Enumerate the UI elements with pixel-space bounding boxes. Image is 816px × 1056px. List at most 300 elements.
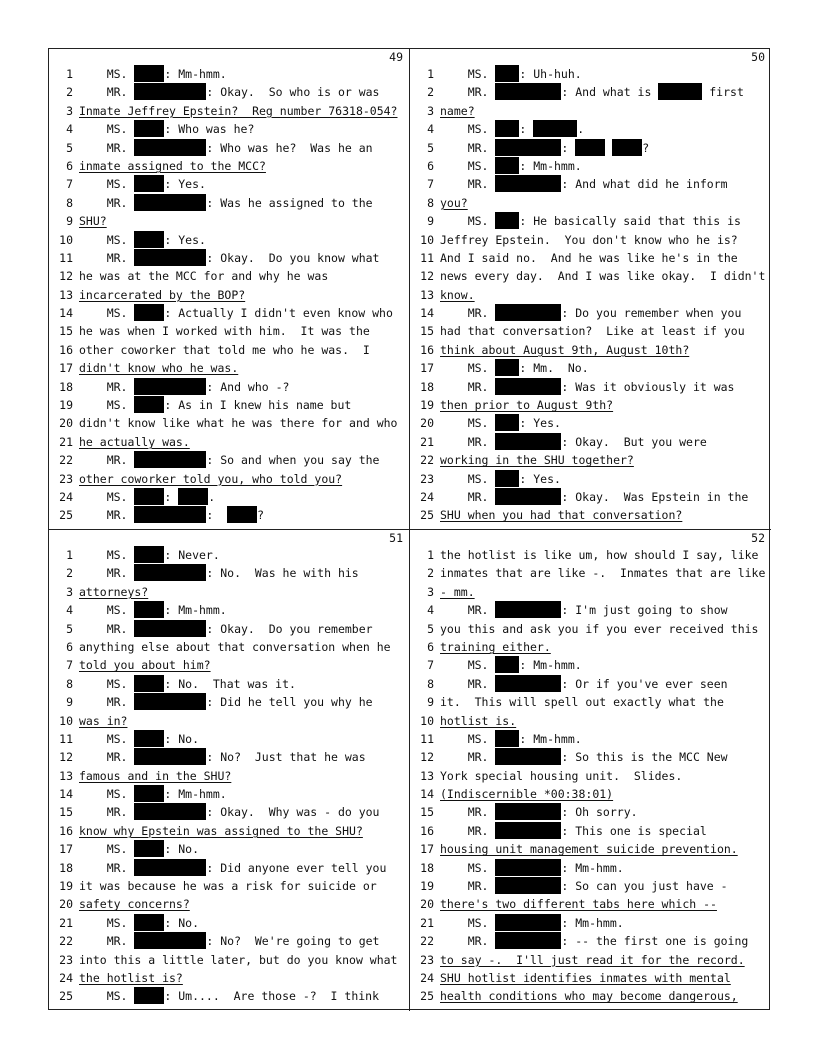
transcript-line <box>410 620 767 638</box>
redaction-box <box>227 506 257 523</box>
line-number: 10 <box>59 713 73 728</box>
line-number: 10 <box>420 232 434 247</box>
line-text <box>79 969 405 987</box>
redaction-box <box>134 175 164 192</box>
text-run: MR. <box>79 508 135 523</box>
transcript-line <box>49 840 405 858</box>
text-run: MS. <box>79 842 135 857</box>
transcript-line <box>410 249 767 267</box>
transcript-line <box>410 877 767 895</box>
redaction-box <box>495 139 561 156</box>
text-run: MS. <box>440 416 496 431</box>
redaction-box <box>495 433 561 450</box>
line-number: 5 <box>66 140 73 155</box>
transcript-line <box>410 895 767 913</box>
text-run: MR. <box>440 85 496 100</box>
redaction-box <box>134 378 206 395</box>
transcript-line <box>410 932 767 950</box>
text-run: MR. <box>440 934 496 949</box>
text-run: had that conversation? Like at least if you <box>440 324 745 339</box>
line-text <box>79 803 405 821</box>
transcript-line <box>410 286 767 304</box>
transcript-line <box>49 65 405 83</box>
text-run: incarcerated by the BOP? <box>79 287 246 302</box>
text-run: : So and when you say the <box>206 453 380 468</box>
text-run: MR. <box>79 566 135 581</box>
transcript-sheet <box>48 48 770 1010</box>
line-number: 15 <box>420 805 434 820</box>
line-text <box>440 341 767 359</box>
text-run: : So this is the MCC New <box>561 750 728 765</box>
line-text <box>440 969 767 987</box>
text-run: ? <box>257 508 265 523</box>
transcript-line <box>410 506 767 524</box>
line-number: 12 <box>59 750 73 765</box>
line-number: 12 <box>420 750 434 765</box>
line-number: 20 <box>420 897 434 912</box>
page-number: 52 <box>751 531 765 545</box>
redaction-box <box>495 65 519 82</box>
line-number: 17 <box>420 361 434 376</box>
text-run: MR. <box>79 750 135 765</box>
text-run: : Did anyone ever tell you <box>206 860 387 875</box>
line-text <box>440 451 767 469</box>
line-number: 15 <box>59 805 73 820</box>
text-run: MR. <box>79 621 135 636</box>
text-run: MS. <box>79 989 135 1004</box>
line-number: 7 <box>427 658 434 673</box>
transcript-line <box>410 638 767 656</box>
transcript-line <box>49 102 405 120</box>
text-run: then prior to August 9th? <box>440 398 614 413</box>
line-text <box>440 212 767 230</box>
line-text <box>79 693 405 711</box>
redaction-box <box>134 139 206 156</box>
transcript-line <box>410 451 767 469</box>
transcript-line <box>49 212 405 230</box>
line-text <box>440 895 767 913</box>
line-text <box>79 83 405 101</box>
text-run: MR. <box>440 140 496 155</box>
text-run: : No. <box>164 842 200 857</box>
line-number: 18 <box>420 379 434 394</box>
redaction-box <box>134 840 164 857</box>
transcript-line <box>410 304 767 322</box>
transcript-line <box>410 341 767 359</box>
line-text <box>79 583 405 601</box>
line-text <box>79 470 405 488</box>
line-text <box>440 433 767 451</box>
text-run: MR. <box>440 379 496 394</box>
text-run: was in? <box>79 713 128 728</box>
text-run: : I'm just going to show <box>561 603 728 618</box>
transcript-line <box>49 341 405 359</box>
line-text <box>79 546 405 564</box>
text-run: . <box>577 122 585 137</box>
text-run: : As in I knew his name but <box>164 398 352 413</box>
transcript-line <box>410 212 767 230</box>
transcript-line <box>49 378 405 396</box>
text-run: : Yes. <box>519 471 561 486</box>
text-run: MS. <box>79 67 135 81</box>
line-text <box>440 322 767 340</box>
line-text <box>79 767 405 785</box>
line-text <box>440 951 767 969</box>
line-number: 16 <box>59 823 73 838</box>
redaction-box <box>134 304 164 321</box>
line-number: 12 <box>59 269 73 284</box>
text-run: MS. <box>79 603 135 618</box>
line-number: 9 <box>66 214 73 229</box>
redaction-box <box>134 785 164 802</box>
text-run: the hotlist is? <box>79 970 183 985</box>
line-number: 8 <box>427 676 434 691</box>
line-number: 1 <box>427 67 434 81</box>
redaction-box <box>495 175 561 192</box>
text-run: MS. <box>79 489 135 504</box>
text-run: : This one is special <box>561 823 707 838</box>
redaction-box <box>495 304 561 321</box>
transcript-line <box>49 767 405 785</box>
transcript-line <box>410 470 767 488</box>
line-text <box>79 675 405 693</box>
line-number: 11 <box>59 731 73 746</box>
line-number: 24 <box>420 970 434 985</box>
transcript-line <box>410 803 767 821</box>
line-number: 21 <box>59 434 73 449</box>
line-text <box>79 359 405 377</box>
text-run: : Never. <box>164 548 220 562</box>
line-number: 24 <box>59 970 73 985</box>
line-text <box>440 231 767 249</box>
transcript-line <box>410 65 767 83</box>
transcript-line <box>49 601 405 619</box>
line-number: 25 <box>420 989 434 1004</box>
line-number: 3 <box>427 103 434 118</box>
transcript-line <box>49 433 405 451</box>
text-run: didn't know like what he was there for and who <box>79 416 398 431</box>
line-text <box>79 65 405 83</box>
text-run: : Do you remember when you <box>561 306 742 321</box>
line-number: 14 <box>59 787 73 802</box>
redaction-box <box>495 877 561 894</box>
line-text <box>440 877 767 895</box>
text-run: MR. <box>79 195 135 210</box>
text-run: other coworker that told me who he was. I <box>79 342 370 357</box>
transcript-line <box>410 359 767 377</box>
line-number: 2 <box>66 85 73 100</box>
text-run: MS. <box>440 658 496 673</box>
transcript-line <box>49 231 405 249</box>
text-run: training either. <box>440 639 551 654</box>
text-run: : Was it obviously it was <box>561 379 735 394</box>
line-text <box>79 822 405 840</box>
text-run: MR. <box>440 434 496 449</box>
text-run: MS. <box>79 306 135 321</box>
line-text <box>440 396 767 414</box>
text-run: : Who was he? <box>164 122 255 137</box>
transcript-line <box>410 157 767 175</box>
text-run: think about August 9th, August 10th? <box>440 342 690 357</box>
text-run: : Okay. Do you remember <box>206 621 373 636</box>
transcript-line <box>410 267 767 285</box>
line-text <box>440 748 767 766</box>
line-number: 10 <box>59 232 73 247</box>
line-text <box>440 730 767 748</box>
text-run: MS. <box>79 232 135 247</box>
text-run: : Okay. Was Epstein in the <box>561 489 749 504</box>
line-number: 3 <box>427 584 434 599</box>
transcript-line <box>49 895 405 913</box>
line-text <box>440 139 767 157</box>
line-text <box>440 414 767 432</box>
transcript-lines <box>410 546 767 1006</box>
line-text <box>440 620 767 638</box>
line-text <box>79 914 405 932</box>
redaction-box <box>134 859 206 876</box>
line-text <box>79 212 405 230</box>
line-number: 9 <box>66 695 73 710</box>
line-number: 9 <box>427 695 434 710</box>
line-number: 20 <box>59 897 73 912</box>
text-run: he was at the MCC for and why he was <box>79 269 329 284</box>
redaction-box <box>134 451 206 468</box>
line-text <box>79 859 405 877</box>
line-number: 6 <box>427 639 434 654</box>
line-text <box>440 712 767 730</box>
text-run: to say -. I'll just read it for the record. <box>440 952 745 967</box>
line-number: 13 <box>59 287 73 302</box>
text-run: MR. <box>440 489 496 504</box>
text-run: MR. <box>440 306 496 321</box>
redaction-box <box>134 932 206 949</box>
text-run: famous and in the SHU? <box>79 768 232 783</box>
text-run: you? <box>440 195 468 210</box>
text-run: : Okay. So who is or was <box>206 85 380 100</box>
line-text <box>79 951 405 969</box>
text-run: MR. <box>79 85 135 100</box>
text-run: MR. <box>79 453 135 468</box>
text-run: : Was he assigned to the <box>206 195 373 210</box>
transcript-line <box>49 748 405 766</box>
line-text <box>440 656 767 674</box>
text-run: : No? Just that he was <box>206 750 366 765</box>
transcript-line <box>49 583 405 601</box>
redaction-box <box>495 120 519 137</box>
line-number: 19 <box>59 398 73 413</box>
line-number: 21 <box>420 434 434 449</box>
line-text <box>79 932 405 950</box>
text-run: inmates that are like -. Inmates that are like <box>440 566 766 581</box>
line-text <box>440 987 767 1005</box>
line-text <box>440 304 767 322</box>
text-run: there's two different tabs here which -- <box>440 897 717 912</box>
line-number: 13 <box>420 768 434 783</box>
line-text <box>440 638 767 656</box>
text-run: : Okay. Do you know what <box>206 250 380 265</box>
text-run: didn't know who he was. <box>79 361 239 376</box>
redaction-box <box>134 620 206 637</box>
line-number: 21 <box>59 915 73 930</box>
redaction-box <box>575 139 605 156</box>
transcript-line <box>49 83 405 101</box>
text-run: MS. <box>440 915 496 930</box>
text-run: it. This will spell out exactly what the <box>440 695 724 710</box>
text-run: attorneys? <box>79 584 149 599</box>
text-run: MS. <box>79 787 135 802</box>
line-number: 5 <box>427 621 434 636</box>
text-run: : Um.... Are those -? I think <box>164 989 380 1004</box>
line-number: 18 <box>59 860 73 875</box>
line-number: 5 <box>66 621 73 636</box>
line-text <box>440 601 767 619</box>
text-run: And I said no. And he was like he's in the <box>440 250 738 265</box>
line-text <box>440 488 767 506</box>
text-run: . <box>208 489 216 504</box>
redaction-box <box>495 378 561 395</box>
line-text <box>79 877 405 895</box>
redaction-box <box>495 932 561 949</box>
text-run: SHU when you had that conversation? <box>440 508 683 523</box>
transcript-line <box>410 194 767 212</box>
line-text <box>440 175 767 193</box>
transcript-line <box>49 267 405 285</box>
text-run: York special housing unit. Slides. <box>440 768 683 783</box>
text-run: (Indiscernible *00:38:01) <box>440 787 614 802</box>
text-run: the hotlist is like um, how should I say, like <box>440 548 759 562</box>
transcript-line <box>49 175 405 193</box>
transcript-line <box>49 286 405 304</box>
line-text <box>440 767 767 785</box>
text-run: : No. That was it. <box>164 676 296 691</box>
redaction-box <box>495 470 519 487</box>
text-run: : Mm-hmm. <box>164 787 227 802</box>
line-text <box>79 304 405 322</box>
line-text <box>79 748 405 766</box>
redaction-box <box>495 859 561 876</box>
line-number: 4 <box>66 603 73 618</box>
line-number: 11 <box>59 250 73 265</box>
transcript-line <box>410 656 767 674</box>
redaction-box <box>134 748 206 765</box>
transcript-line <box>49 506 405 524</box>
redaction-box <box>134 83 206 100</box>
transcript-line <box>410 969 767 987</box>
text-run: you this and ask you if you ever received this <box>440 621 759 636</box>
transcript-line <box>49 359 405 377</box>
redaction-box <box>495 748 561 765</box>
line-number: 16 <box>420 342 434 357</box>
page-number: 49 <box>389 50 403 64</box>
line-number: 12 <box>420 269 434 284</box>
line-number: 8 <box>427 195 434 210</box>
text-run: health conditions who may become dangerous, <box>440 989 738 1004</box>
line-number: 1 <box>66 548 73 562</box>
text-run: : <box>519 122 534 137</box>
redaction-box <box>134 120 164 137</box>
redaction-box <box>495 730 519 747</box>
line-number: 6 <box>427 158 434 173</box>
text-run: MS. <box>440 67 496 81</box>
text-run: MS. <box>440 860 496 875</box>
line-number: 1 <box>427 548 434 562</box>
page-number: 51 <box>389 531 403 545</box>
text-run: he was when I worked with him. It was the <box>79 324 370 339</box>
text-run: - mm. <box>440 584 475 599</box>
transcript-line <box>49 564 405 582</box>
redaction-box <box>178 488 208 505</box>
text-run: working in the SHU together? <box>440 453 634 468</box>
redaction-box <box>658 83 702 100</box>
transcript-line <box>49 488 405 506</box>
transcript-line <box>49 822 405 840</box>
line-text <box>79 712 405 730</box>
line-number: 22 <box>420 934 434 949</box>
transcript-line <box>410 120 767 138</box>
transcript-line <box>49 675 405 693</box>
text-run: : No. <box>164 731 200 746</box>
page-49 <box>49 49 410 530</box>
text-run: : Mm-hmm. <box>164 67 227 81</box>
text-run: MR. <box>79 379 135 394</box>
text-run: : Mm-hmm. <box>164 603 227 618</box>
transcript-line <box>410 951 767 969</box>
transcript-line <box>410 914 767 932</box>
line-number: 22 <box>59 934 73 949</box>
line-text <box>79 249 405 267</box>
transcript-line <box>49 730 405 748</box>
transcript-line <box>49 194 405 212</box>
text-run: SHU hotlist identifies inmates with mental <box>440 970 731 985</box>
transcript-line <box>49 396 405 414</box>
line-text <box>440 506 767 524</box>
transcript-line <box>49 877 405 895</box>
line-number: 4 <box>427 603 434 618</box>
redaction-box <box>134 601 164 618</box>
line-number: 7 <box>66 658 73 673</box>
line-text <box>79 785 405 803</box>
text-run: MS. <box>79 731 135 746</box>
text-run: : No. <box>164 915 200 930</box>
transcript-line <box>410 822 767 840</box>
line-number: 23 <box>59 471 73 486</box>
line-text <box>440 859 767 877</box>
line-number: 22 <box>59 453 73 468</box>
transcript-line <box>49 249 405 267</box>
redaction-box <box>495 414 519 431</box>
text-run: : Mm-hmm. <box>561 915 624 930</box>
line-text <box>440 378 767 396</box>
text-run: : No? We're going to get <box>206 934 380 949</box>
text-run: : No. Was he with his <box>206 566 359 581</box>
text-run: MR. <box>440 805 496 820</box>
text-run: anything else about that conversation when he <box>79 639 391 654</box>
line-number: 1 <box>66 67 73 81</box>
line-number: 14 <box>59 306 73 321</box>
line-text <box>440 470 767 488</box>
transcript-lines <box>49 65 405 525</box>
text-run: : Mm-hmm. <box>561 860 624 875</box>
text-run: know why Epstein was assigned to the SHU? <box>79 823 363 838</box>
text-run: : Mm-hmm. <box>519 158 582 173</box>
line-number: 7 <box>66 177 73 192</box>
page-51 <box>49 530 410 1011</box>
transcript-line <box>49 414 405 432</box>
transcript-line <box>49 693 405 711</box>
line-number: 4 <box>66 122 73 137</box>
text-run: safety concerns? <box>79 897 190 912</box>
text-run: : Okay. Why was - do you <box>206 805 380 820</box>
